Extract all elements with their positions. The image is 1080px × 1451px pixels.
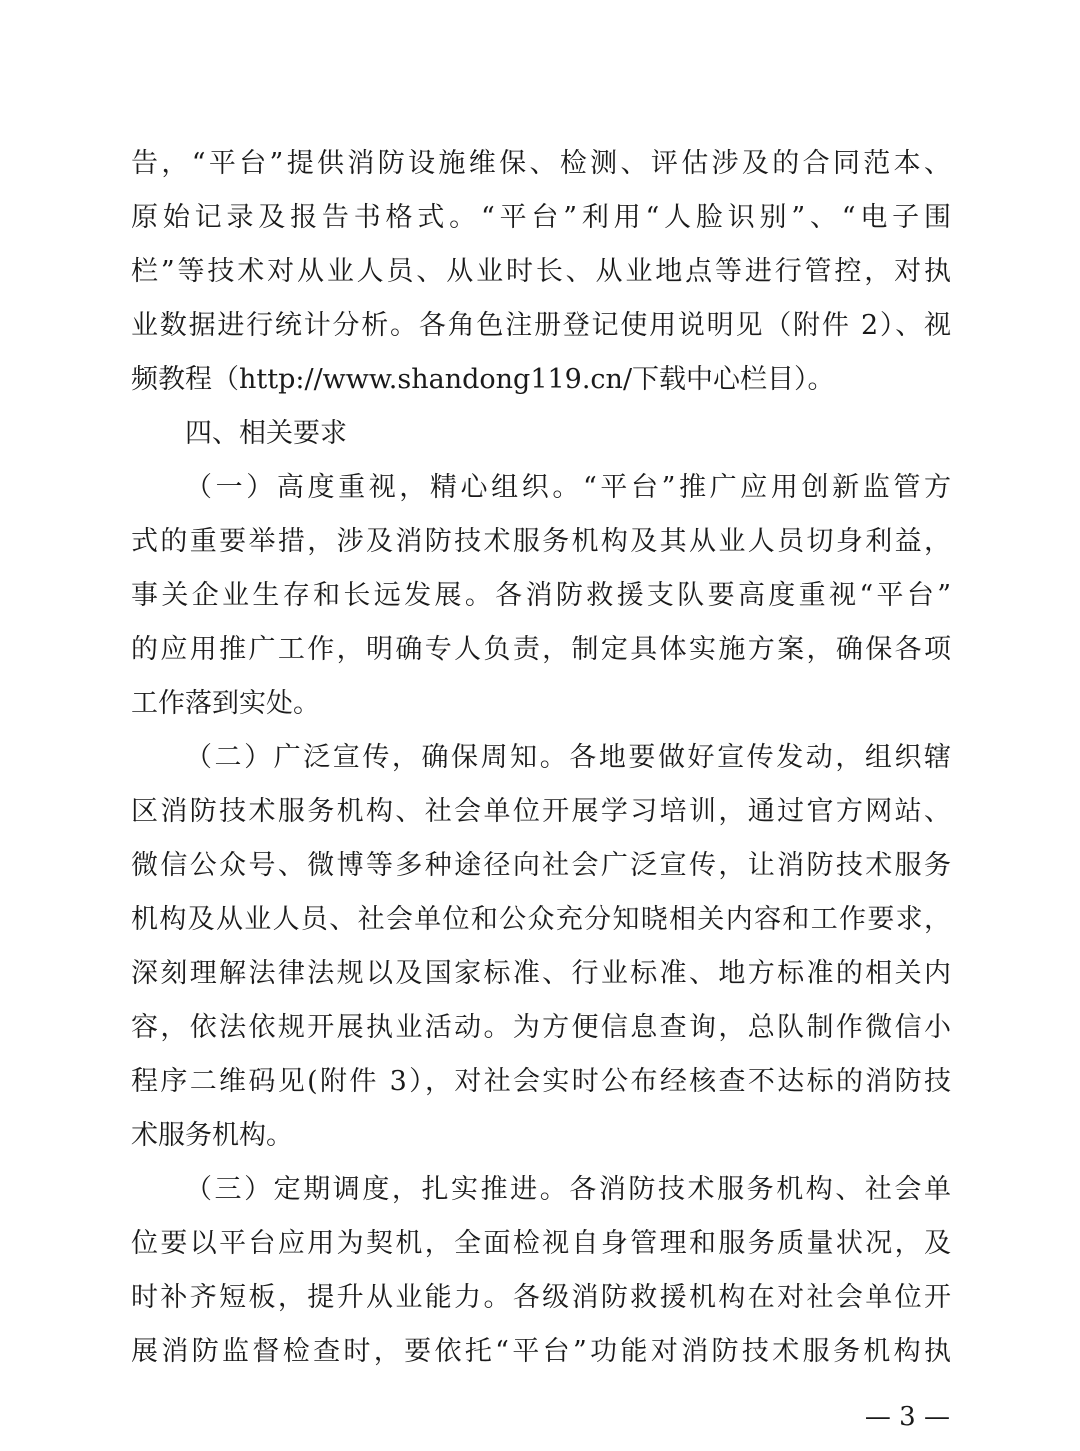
page-number: — 3 — [864, 1402, 950, 1432]
paragraph-start-line: （一）高度重视，精心组织。“平台”推广应用创新监管方 [185, 472, 951, 503]
text-line: 工作落到实处。 [131, 688, 320, 719]
paragraph-start-line: （三）定期调度，扎实推进。各消防技术服务机构、社会单 [185, 1174, 951, 1205]
text-line: 展消防监督检查时，要依托“平台”功能对消防技术服务机构执 [131, 1336, 951, 1367]
text-line: 时补齐短板，提升从业能力。各级消防救援机构在对社会单位开 [131, 1282, 951, 1313]
text-line: 原始记录及报告书格式。“平台”利用“人脸识别”、“电子围 [131, 202, 951, 233]
section-heading: 四、相关要求 [185, 418, 347, 449]
text-line: 区消防技术服务机构、社会单位开展学习培训，通过官方网站、 [131, 796, 951, 827]
text-line: 式的重要举措，涉及消防技术服务机构及其从业人员切身利益， [131, 526, 951, 557]
body-text [131, 137, 951, 1379]
text-line: 位要以平台应用为契机，全面检视自身管理和服务质量状况，及 [131, 1228, 951, 1259]
text-line: 容，依法依规开展执业活动。为方便信息查询，总队制作微信小 [131, 1012, 951, 1043]
paragraph-start-line: （二）广泛宣传，确保周知。各地要做好宣传发动，组织辖 [185, 742, 951, 773]
text-line: 告，“平台”提供消防设施维保、检测、评估涉及的合同范本、 [131, 148, 951, 179]
text-line: 的应用推广工作，明确专人负责，制定具体实施方案，确保各项 [131, 634, 951, 665]
text-line: 机构及从业人员、社会单位和公众充分知晓相关内容和工作要求， [131, 904, 951, 935]
text-line: 频教程（http://www.shandong119.cn/下载中心栏目）。 [131, 364, 835, 395]
text-line: 业数据进行统计分析。各角色注册登记使用说明见（附件 2）、视 [131, 310, 951, 341]
text-line: 事关企业生存和长远发展。各消防救援支队要高度重视“平台” [131, 580, 951, 611]
text-line: 微信公众号、微博等多种途径向社会广泛宣传，让消防技术服务 [131, 850, 951, 881]
text-line: 栏”等技术对从业人员、从业时长、从业地点等进行管控，对执 [131, 256, 951, 287]
text-line: 术服务机构。 [131, 1120, 293, 1151]
text-line: 程序二维码见(附件 3），对社会实时公布经核查不达标的消防技 [131, 1066, 951, 1097]
text-line: 深刻理解法律法规以及国家标准、行业标准、地方标准的相关内 [131, 958, 951, 989]
